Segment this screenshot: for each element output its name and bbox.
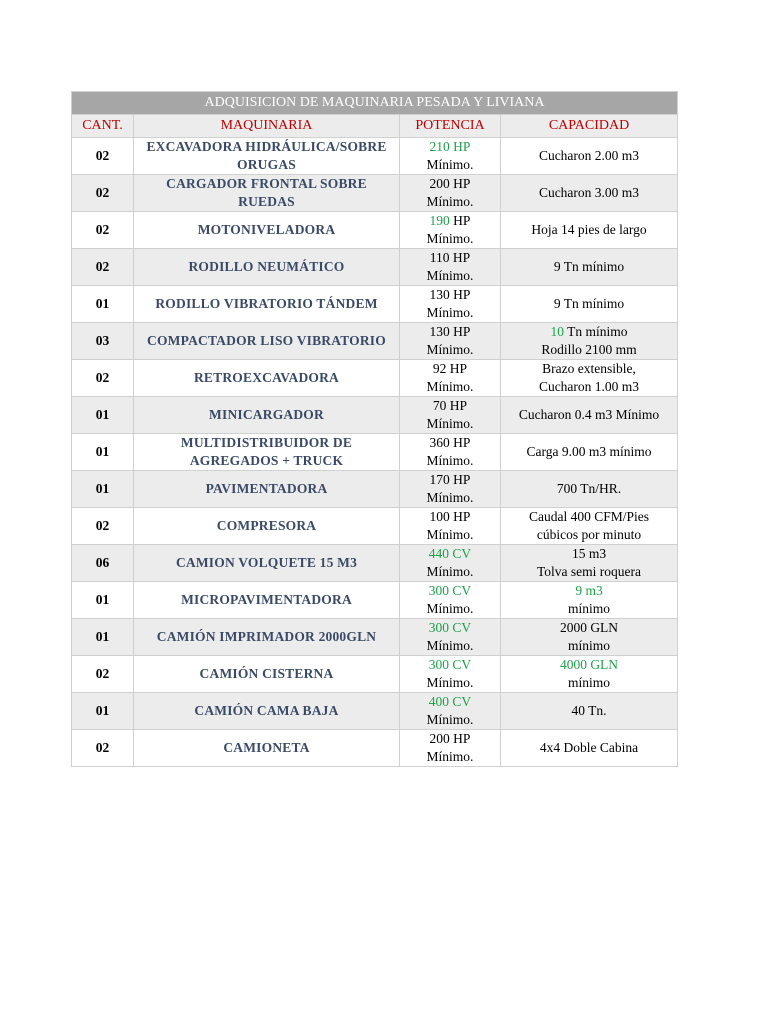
cell-capacidad <box>501 175 678 212</box>
capacidad-line: Cucharon 1.00 m3 <box>538 379 640 394</box>
cell-capacidad <box>501 249 678 286</box>
cell-potencia <box>400 360 501 397</box>
cell-cant: 01 <box>72 693 134 730</box>
table-title: ADQUISICION DE MAQUINARIA PESADA Y LIVIANA <box>72 92 678 115</box>
potencia-value: 300 CV <box>428 620 472 635</box>
cell-potencia <box>400 138 501 175</box>
capacidad-line: 700 Tn/HR. <box>556 481 622 496</box>
cell-potencia <box>400 286 501 323</box>
potencia-note: Mínimo. <box>426 749 474 764</box>
cell-maquinaria: RODILLO NEUMÁTICO <box>134 249 400 286</box>
potencia-note: Mínimo. <box>426 675 474 690</box>
cell-potencia <box>400 323 501 360</box>
capacidad-line: 4000 GLN <box>559 657 619 672</box>
potencia-note: Mínimo. <box>426 157 474 172</box>
cell-potencia <box>400 397 501 434</box>
cell-cant: 02 <box>72 249 134 286</box>
table-row <box>72 175 678 212</box>
capacidad-line: Hoja 14 pies de largo <box>531 222 647 237</box>
table-row <box>72 286 678 323</box>
cell-cant: 02 <box>72 212 134 249</box>
potencia-note: Mínimo. <box>426 416 474 431</box>
capacidad-line <box>504 323 674 341</box>
potencia-unit: HP <box>449 213 471 228</box>
cell-cant: 06 <box>72 545 134 582</box>
cell-cant: 02 <box>72 138 134 175</box>
cell-capacidad <box>501 397 678 434</box>
table-body <box>72 138 678 767</box>
potencia-value: 92 HP <box>432 361 468 376</box>
table-row <box>72 249 678 286</box>
potencia-value: 200 HP <box>429 176 471 191</box>
potencia-note: Mínimo. <box>426 194 474 209</box>
cell-maquinaria: PAVIMENTADORA <box>134 471 400 508</box>
potencia-value: 400 CV <box>428 694 472 709</box>
cell-potencia <box>400 249 501 286</box>
table-row <box>72 212 678 249</box>
capacidad-line: Cucharon 3.00 m3 <box>538 185 640 200</box>
cell-potencia <box>400 471 501 508</box>
cell-capacidad <box>501 471 678 508</box>
potencia-value: 200 HP <box>429 731 471 746</box>
capacidad-line: Cucharon 2.00 m3 <box>538 148 640 163</box>
potencia-note: Mínimo. <box>426 712 474 727</box>
potencia-note: Mínimo. <box>426 342 474 357</box>
cell-maquinaria: CARGADOR FRONTAL SOBRE RUEDAS <box>134 175 400 212</box>
cell-cant: 01 <box>72 397 134 434</box>
cell-capacidad <box>501 730 678 767</box>
table-row <box>72 360 678 397</box>
cell-maquinaria: CAMIÓN CAMA BAJA <box>134 693 400 730</box>
capacidad-line: 9 Tn mínimo <box>553 259 625 274</box>
potencia-value: 110 HP <box>429 250 471 265</box>
cell-cant: 02 <box>72 730 134 767</box>
table-row <box>72 656 678 693</box>
cell-maquinaria: RETROEXCAVADORA <box>134 360 400 397</box>
potencia-note: Mínimo. <box>426 638 474 653</box>
table-row <box>72 693 678 730</box>
cell-capacidad <box>501 545 678 582</box>
potencia-value: 300 CV <box>428 583 472 598</box>
cell-maquinaria: CAMIONETA <box>134 730 400 767</box>
potencia-value: 130 HP <box>429 287 471 302</box>
capacidad-number: 10 <box>550 324 564 339</box>
table-row <box>72 138 678 175</box>
cell-capacidad <box>501 693 678 730</box>
capacidad-line: Brazo extensible, <box>542 361 636 376</box>
cell-capacidad <box>501 619 678 656</box>
cell-cant: 02 <box>72 508 134 545</box>
capacidad-line: 40 Tn. <box>571 703 607 718</box>
potencia-note: Mínimo. <box>426 305 474 320</box>
machinery-table <box>71 91 678 767</box>
capacidad-line: Rodillo 2100 mm <box>541 342 637 357</box>
potencia-note: Mínimo. <box>426 231 474 246</box>
cell-cant: 02 <box>72 360 134 397</box>
cell-capacidad <box>501 138 678 175</box>
cell-maquinaria: MINICARGADOR <box>134 397 400 434</box>
cell-maquinaria: CAMION VOLQUETE 15 M3 <box>134 545 400 582</box>
potencia-note: Mínimo. <box>426 601 474 616</box>
capacidad-line: Cucharon 0.4 m3 Mínimo <box>518 407 660 422</box>
potencia-value: 300 CV <box>428 657 472 672</box>
cell-capacidad <box>501 434 678 471</box>
potencia-note: Mínimo. <box>426 268 474 283</box>
potencia-note: Mínimo. <box>426 490 474 505</box>
cell-potencia <box>400 619 501 656</box>
potencia-note: Mínimo. <box>426 453 474 468</box>
cell-potencia <box>400 212 501 249</box>
cell-maquinaria: RODILLO VIBRATORIO TÁNDEM <box>134 286 400 323</box>
cell-maquinaria: MICROPAVIMENTADORA <box>134 582 400 619</box>
cell-capacidad <box>501 508 678 545</box>
capacidad-rest: Tn mínimo <box>564 324 628 339</box>
header-potencia: POTENCIA <box>400 115 501 138</box>
cell-capacidad <box>501 212 678 249</box>
cell-maquinaria: MOTONIVELADORA <box>134 212 400 249</box>
capacidad-line: mínimo <box>568 601 611 616</box>
potencia-note: Mínimo. <box>426 564 474 579</box>
potencia-value: 100 HP <box>429 509 471 524</box>
cell-potencia <box>400 582 501 619</box>
capacidad-line: cúbicos por minuto <box>536 527 642 542</box>
potencia-number: 190 <box>429 213 450 228</box>
cell-maquinaria: COMPRESORA <box>134 508 400 545</box>
header-capacidad: CAPACIDAD <box>501 115 678 138</box>
table-row <box>72 582 678 619</box>
capacidad-line: 2000 GLN <box>559 620 619 635</box>
header-cant: CANT. <box>72 115 134 138</box>
potencia-value: 440 CV <box>428 546 472 561</box>
table-row <box>72 619 678 656</box>
cell-maquinaria: CAMIÓN IMPRIMADOR 2000GLN <box>134 619 400 656</box>
potencia-note: Mínimo. <box>426 379 474 394</box>
cell-potencia <box>400 730 501 767</box>
cell-maquinaria: COMPACTADOR LISO VIBRATORIO <box>134 323 400 360</box>
potencia-value: 170 HP <box>429 472 471 487</box>
cell-capacidad <box>501 286 678 323</box>
table-title-row <box>72 92 678 115</box>
table-row <box>72 508 678 545</box>
cell-cant: 01 <box>72 286 134 323</box>
capacidad-line: Caudal 400 CFM/Pies <box>529 509 650 524</box>
table-row <box>72 730 678 767</box>
cell-cant: 01 <box>72 434 134 471</box>
cell-cant: 01 <box>72 471 134 508</box>
potencia-note: Mínimo. <box>426 527 474 542</box>
potencia-value <box>403 212 497 230</box>
cell-cant: 01 <box>72 582 134 619</box>
cell-maquinaria: EXCAVADORA HIDRÁULICA/SOBRE ORUGAS <box>134 138 400 175</box>
cell-capacidad <box>501 656 678 693</box>
cell-capacidad <box>501 582 678 619</box>
cell-capacidad <box>501 323 678 360</box>
potencia-value: 360 HP <box>429 435 471 450</box>
table-row <box>72 397 678 434</box>
capacidad-line: 9 m3 <box>575 583 603 598</box>
cell-maquinaria: MULTIDISTRIBUIDOR DE AGREGADOS + TRUCK <box>134 434 400 471</box>
header-maquinaria: MAQUINARIA <box>134 115 400 138</box>
table-row <box>72 471 678 508</box>
capacidad-line: 15 m3 <box>571 546 607 561</box>
table-header-row <box>72 115 678 138</box>
capacidad-line: 4x4 Doble Cabina <box>539 740 639 755</box>
cell-potencia <box>400 693 501 730</box>
cell-cant: 01 <box>72 619 134 656</box>
cell-cant: 02 <box>72 175 134 212</box>
capacidad-line: 9 Tn mínimo <box>553 296 625 311</box>
capacidad-line: Tolva semi roquera <box>536 564 642 579</box>
cell-potencia <box>400 175 501 212</box>
cell-potencia <box>400 434 501 471</box>
cell-maquinaria: CAMIÓN CISTERNA <box>134 656 400 693</box>
cell-potencia <box>400 545 501 582</box>
cell-potencia <box>400 508 501 545</box>
table-row <box>72 545 678 582</box>
cell-potencia <box>400 656 501 693</box>
capacidad-line: mínimo <box>568 638 611 653</box>
potencia-value: 130 HP <box>429 324 471 339</box>
capacidad-line: mínimo <box>568 675 611 690</box>
potencia-value: 210 HP <box>429 139 471 154</box>
cell-cant: 02 <box>72 656 134 693</box>
cell-capacidad <box>501 360 678 397</box>
table-row <box>72 323 678 360</box>
cell-cant: 03 <box>72 323 134 360</box>
capacidad-line: Carga 9.00 m3 mínimo <box>526 444 652 459</box>
table-row <box>72 434 678 471</box>
potencia-value: 70 HP <box>432 398 468 413</box>
